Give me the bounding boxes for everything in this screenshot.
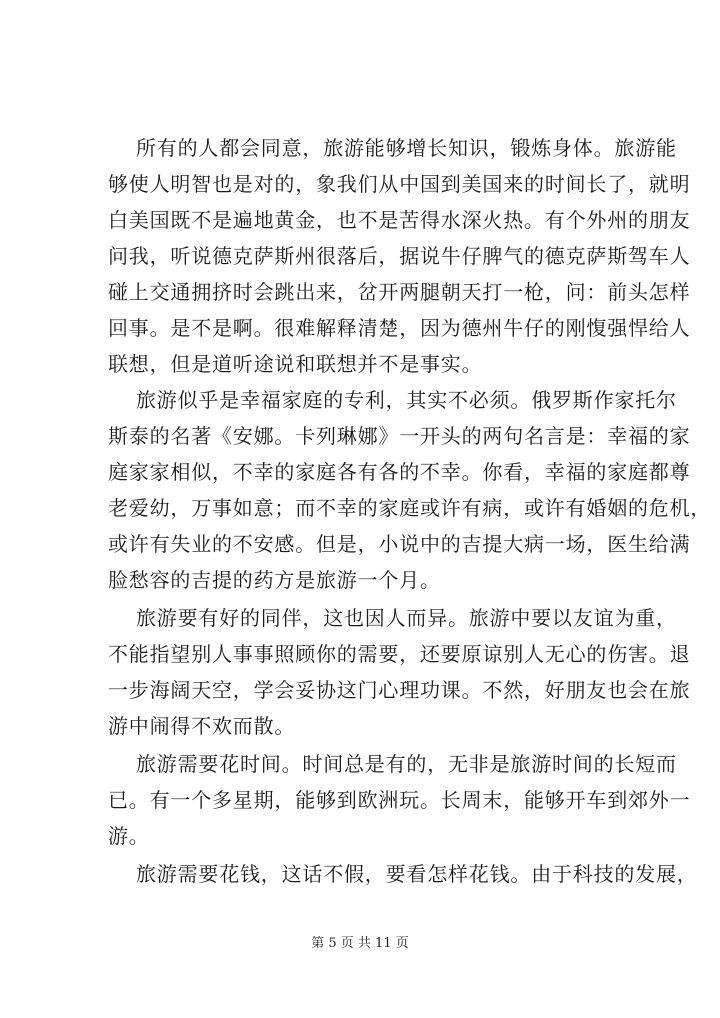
- text-line: 问我，听说德克萨斯州很落后，据说牛仔脾气的德克萨斯驾车人: [108, 244, 691, 268]
- text-line: 联想，但是道听途说和联想并不是事实。: [108, 352, 483, 376]
- text-line: 旅游似乎是幸福家庭的专利，其实不必须。俄罗斯作家托尔: [136, 388, 677, 412]
- text-line: 旅游需要花钱，这话不假，要看怎样花钱。由于科技的发展，: [136, 862, 698, 886]
- text-line: 白美国既不是遍地黄金，也不是苦得水深火热。有个外州的朋友: [108, 208, 691, 232]
- text-line: 已。有一个多星期，能够到欧洲玩。长周末，能够开车到郊外一: [108, 788, 691, 812]
- text-line: 旅游需要花时间。时间总是有的，无非是旅游时间的长短而: [136, 752, 677, 776]
- text-line: 庭家家相似，不幸的家庭各有各的不幸。你看，幸福的家庭都尊: [108, 460, 691, 484]
- text-line: 游中闹得不欢而散。: [108, 714, 296, 738]
- text-line: 或许有失业的不安感。但是，小说中的吉提大病一场，医生给满: [108, 532, 691, 556]
- text-line: 回事。是不是啊。很难解释清楚，因为德州牛仔的刚愎强悍给人: [108, 316, 691, 340]
- text-line: 旅游要有好的同伴，这也因人而异。旅游中要以友谊为重，: [136, 606, 677, 630]
- text-line: 够使人明智也是对的，象我们从中国到美国来的时间长了，就明: [108, 172, 691, 196]
- text-line: 斯泰的名著《安娜。卡列琳娜》一开头的两句名言是：幸福的家: [108, 424, 691, 448]
- text-line: 不能指望别人事事照顾你的需要，还要原谅别人无心的伤害。退: [108, 642, 691, 666]
- text-line: 脸愁容的吉提的药方是旅游一个月。: [108, 568, 441, 592]
- text-line: 碰上交通拥挤时会跳出来，岔开两腿朝天打一枪，问：前头怎样: [108, 280, 691, 304]
- text-line: 老爱幼，万事如意；而不幸的家庭或许有病，或许有婚姻的危机，: [108, 496, 712, 520]
- text-line: 游。: [108, 824, 150, 848]
- text-line: 所有的人都会同意，旅游能够增长知识，锻炼身体。旅游能: [136, 136, 677, 160]
- page-number-footer: 第 5 页 共 11 页: [311, 936, 409, 951]
- text-line: 一步海阔天空，学会妥协这门心理功课。不然，好朋友也会在旅: [108, 678, 691, 702]
